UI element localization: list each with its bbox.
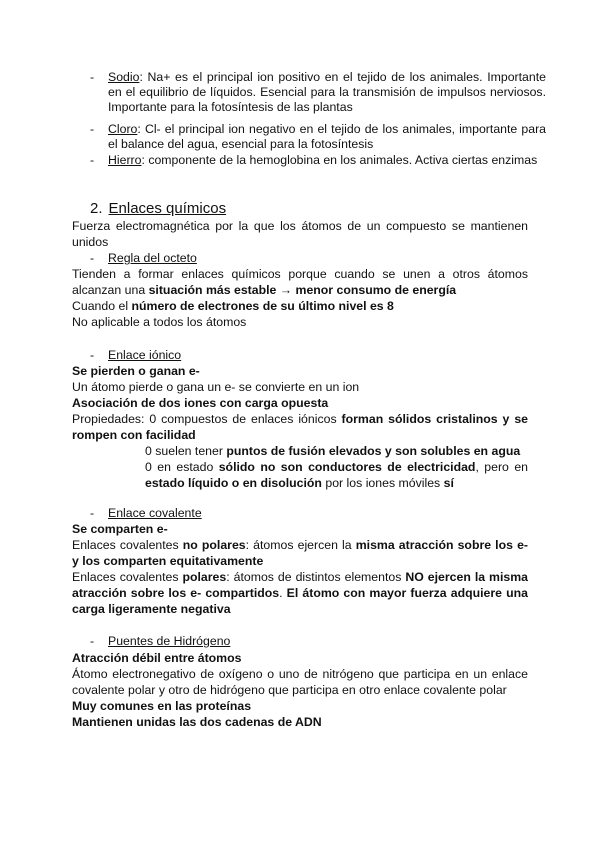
hidrogeno-bold4: Mantienen unidas las dos cadenas de ADN: [72, 715, 322, 729]
octeto-line2: Cuando el número de electrones de su último nivel es 8: [72, 299, 394, 313]
hidrogeno-bold3: Muy comunes en las proteínas: [72, 699, 252, 713]
ionico-propiedades: Propiedades: 0 compuestos de enlaces iónicos forman sólidos cristalinos y se rompen con facilidad: [72, 412, 528, 442]
covalente-no-polares: Enlaces covalentes no polares: átomos ejercen la misma atracción sobre los e- y los comparten equitativamente: [72, 538, 528, 568]
term-cloro: Cloro: [108, 122, 138, 136]
subheading-octeto: - Regla del octeto: [90, 251, 197, 265]
covalente-polares: Enlaces covalentes polares: átomos de distintos elementos NO ejercen la misma atracción sobre los e- compartidos. El átomo con mayor fuerza adquiere una carga ligeramente negativa: [72, 570, 529, 616]
subheading-hidrogeno: - Puentes de Hidrógeno: [90, 634, 231, 648]
subheading-ionico: - Enlace iónico: [90, 348, 182, 362]
hidrogeno-bold1: Atracción débil entre átomos: [72, 651, 242, 665]
list-item-hierro: - Hierro: componente de la hemoglobina en los animales. Activa ciertas enzimas: [90, 153, 538, 167]
definition-paragraph: Fuerza electromagnética por la que los átomos de un compuesto se mantienen unidos: [72, 219, 528, 249]
ionico-line2: Un átomo pierde o gana un e- se convierte en un ion: [72, 380, 360, 394]
ionico-prop-b: 0 suelen tener puntos de fusión elevados y son solubles en agua: [145, 444, 521, 458]
covalente-bold1: Se comparten e-: [72, 522, 168, 536]
ionico-bold1: Se pierden o ganan e-: [72, 364, 200, 378]
term-sodio: Sodio: [108, 70, 140, 84]
hidrogeno-paragraph: Átomo electronegativo de oxígeno o uno de nitrógeno que participa en un enlace covalente polar y otro de hidrógeno que participa en otro enlace covalente polar: [72, 667, 528, 697]
list-item-cloro: - Cloro: Cl- el principal ion negativo en el tejido de los animales, importante para el balance del agua, esencial para la fotosíntesis: [90, 122, 546, 151]
term-hierro: Hierro: [108, 153, 142, 167]
section-heading: 2. Enlaces químicos: [90, 200, 227, 217]
subheading-covalente: - Enlace covalente: [90, 506, 202, 520]
octeto-paragraph: Tienden a formar enlaces químicos porque cuando se unen a otros átomos alcanzan una situación más estable → menor consumo de energía: [72, 267, 528, 297]
list-item-sodio: - Sodio: Na+ es el principal ion positivo en el tejido de los animales. Importante en el equilibrio de líquidos. Esencial para la transmisión de impulsos nerviosos. Importante para la fotosíntesis de las plantas: [90, 70, 546, 114]
ionico-prop-c: 0 en estado sólido no son conductores de electricidad, pero en estado líquido o en disolución por los iones móviles sí: [145, 460, 528, 490]
octeto-line3: No aplicable a todos los átomos: [72, 315, 247, 329]
ionico-bold3: Asociación de dos iones con carga opuesta: [72, 396, 329, 410]
